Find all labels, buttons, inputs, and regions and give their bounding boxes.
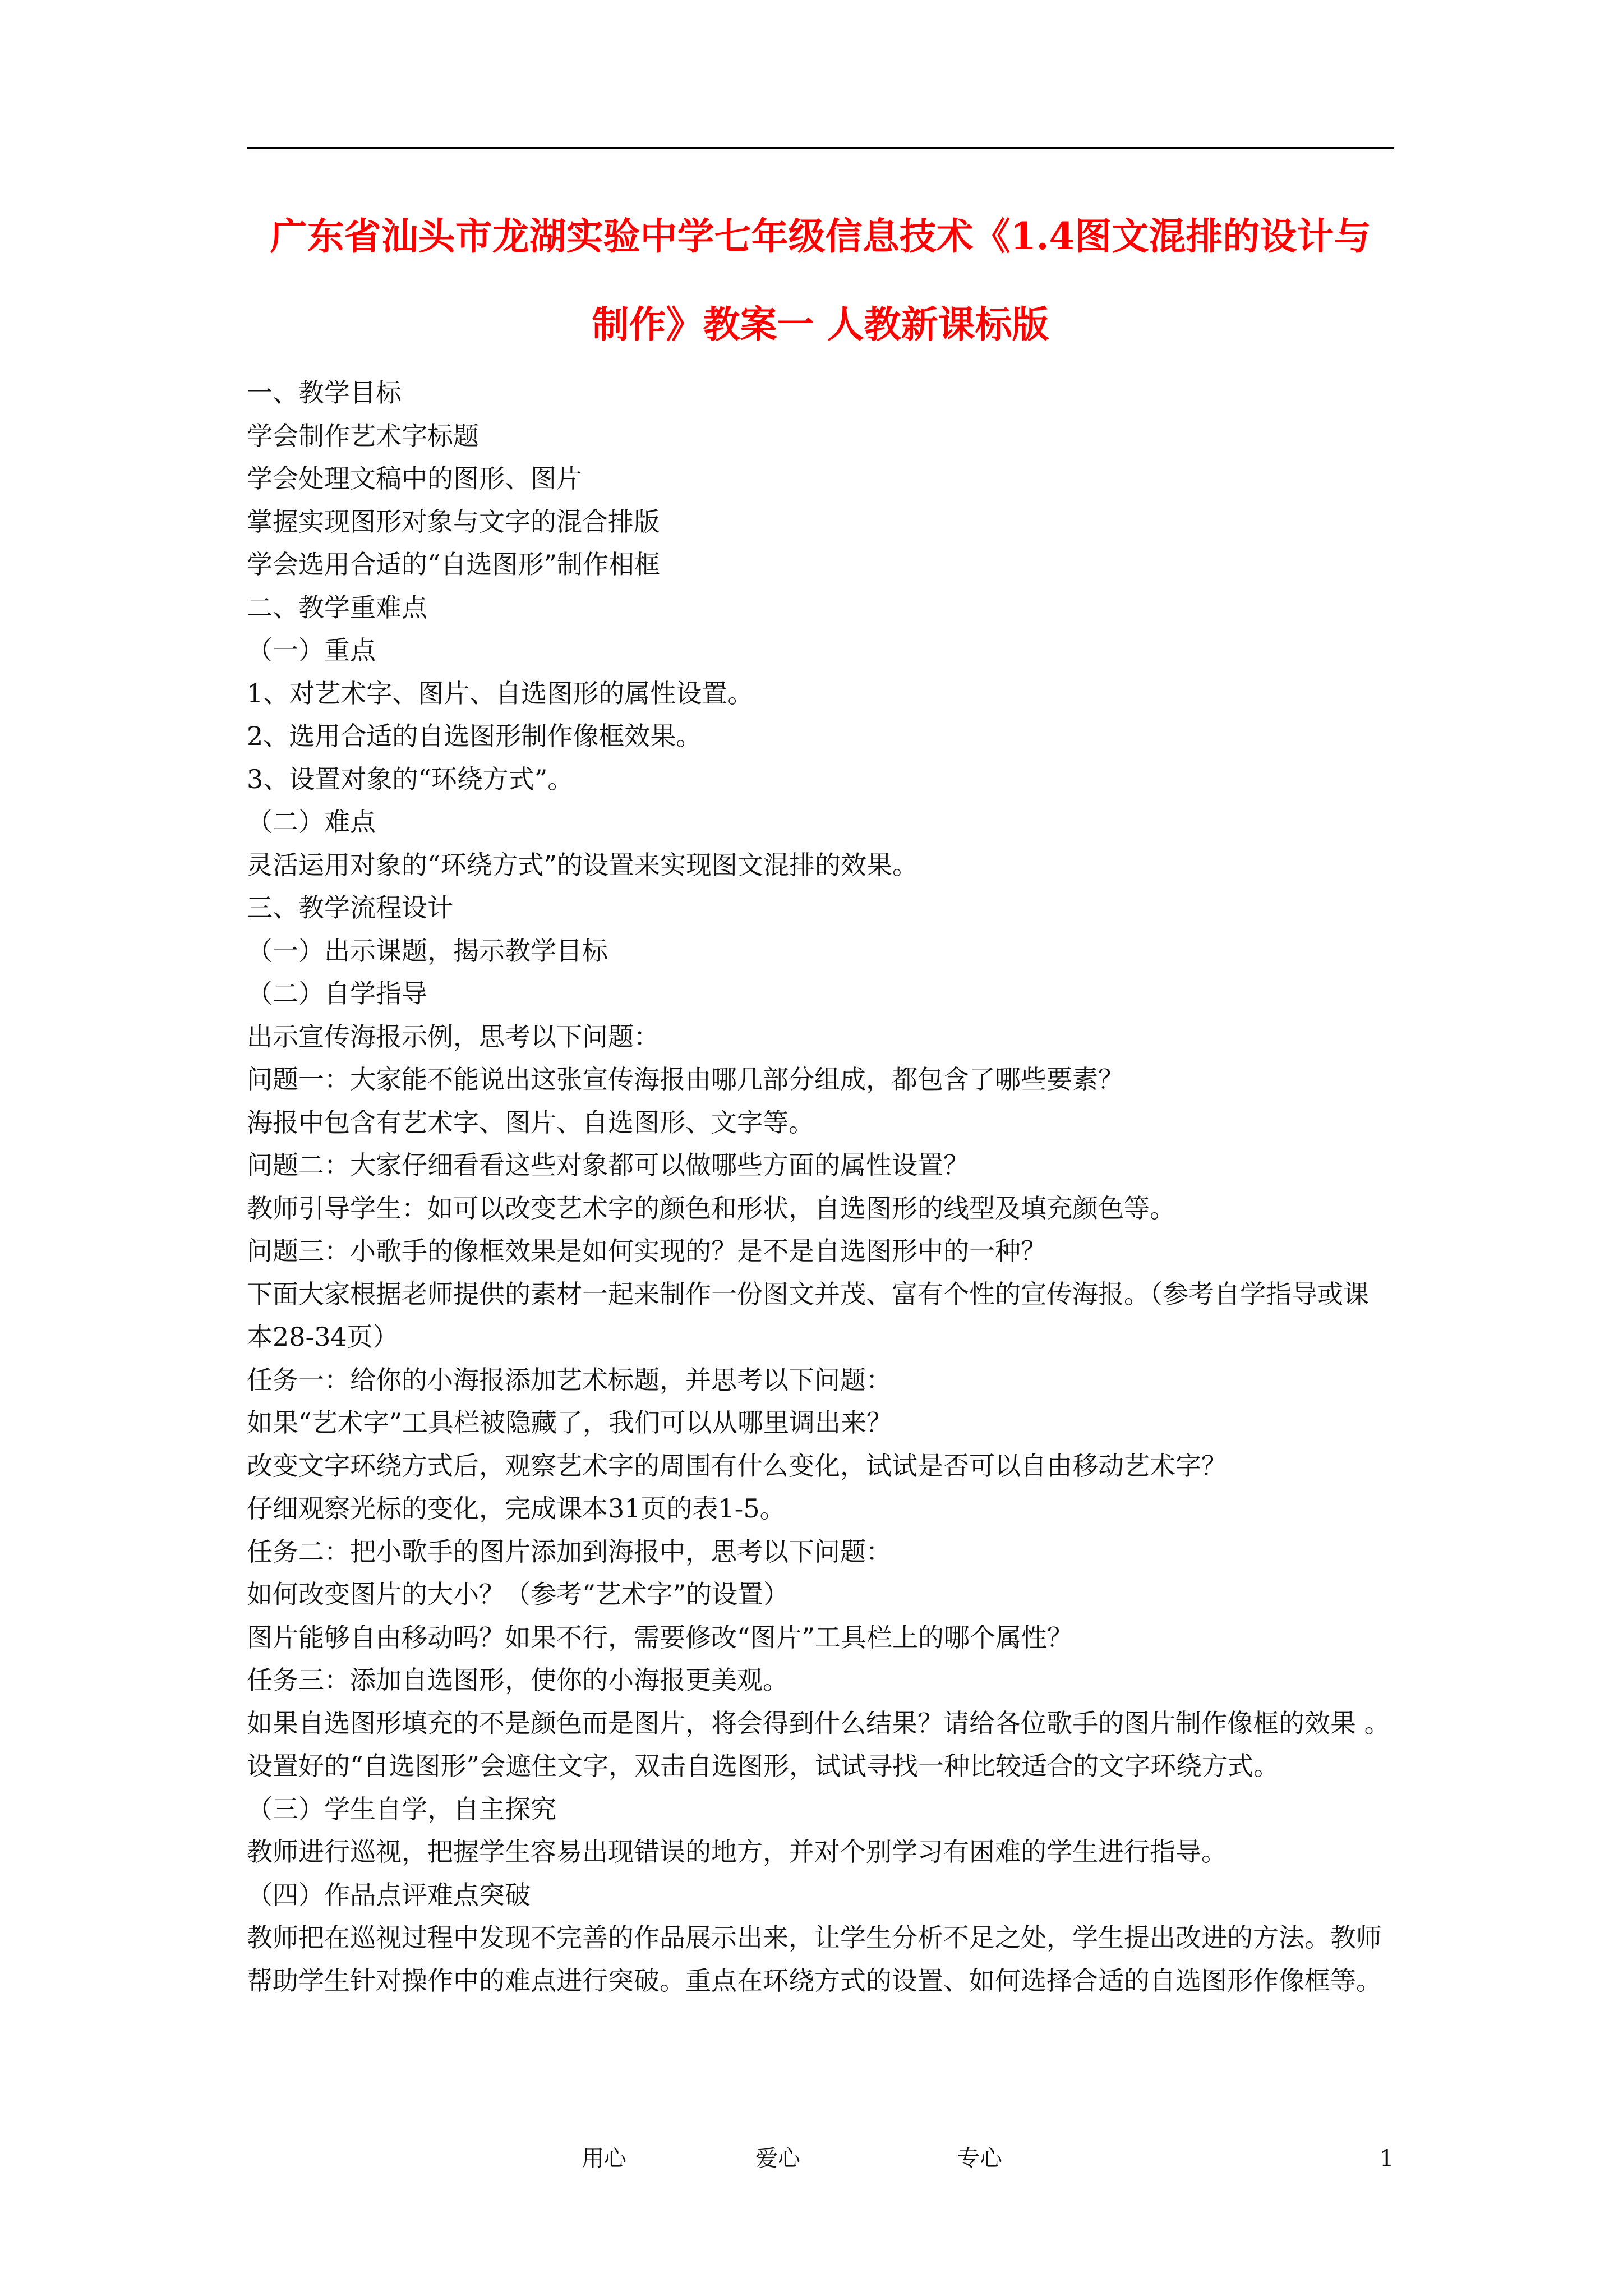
paragraph: 任务一：给你的小海报添加艺术标题，并思考以下问题： [247,1364,892,1395]
document-title-line-1: 广东省汕头市龙湖实验中学七年级信息技术《1.4图文混排的设计与 [270,214,1371,258]
paragraph: 灵活运用对象的“环绕方式”的设置来实现图文混排的效果。 [247,849,919,880]
subsection-heading: （一）重点 [247,635,376,665]
paragraph: 如果自选图形填充的不是颜色而是图片，将会得到什么结果？请给各位歌手的图片制作像框的效果 。 [247,1708,1390,1738]
paragraph: 学会选用合适的“自选图形”制作相框 [247,549,661,579]
paragraph: 海报中包含有艺术字、图片、自选图形、文字等。 [247,1107,814,1138]
footer-motto-3: 专心 [957,2146,1002,2171]
subsection-heading: （四）作品点评难点突破 [247,1879,531,1910]
header-rule [247,147,1394,149]
paragraph: 仔细观察光标的变化，完成课本31页的表1-5。 [247,1493,786,1524]
subsection-heading: （二）自学指导 [247,978,427,1009]
paragraph: 问题一：大家能不能说出这张宣传海报由哪几部分组成，都包含了哪些要素？ [247,1064,1124,1094]
paragraph: 教师把在巡视过程中发现不完善的作品展示出来，让学生分析不足之处，学生提出改进的方法。教师帮助学生针对操作中的难点进行突破。重点在环绕方式的设置、如何选择合适的自选图形作像框等。 [247,1922,1382,1996]
subsection-heading: （一）出示课题，揭示教学目标 [247,935,608,966]
paragraph: 2、选用合适的自选图形制作像框效果。 [247,721,702,751]
section-heading: 一、教学目标 [247,378,402,408]
paragraph: 学会处理文稿中的图形、图片 [247,463,582,494]
paragraph: 任务二：把小歌手的图片添加到海报中，思考以下问题： [247,1536,892,1567]
paragraph: 问题二：大家仔细看看这些对象都可以做哪些方面的属性设置？ [247,1150,969,1180]
footer-motto-1: 用心 [582,2146,626,2171]
paragraph: 任务三：添加自选图形，使你的小海报更美观。 [247,1665,789,1695]
paragraph: 出示宣传海报示例，思考以下问题： [247,1021,660,1052]
paragraph: 问题三：小歌手的像框效果是如何实现的？是不是自选图形中的一种？ [247,1236,1046,1266]
paragraph: 如果“艺术字”工具栏被隐藏了，我们可以从哪里调出来？ [247,1407,893,1438]
footer-motto-2: 爱心 [755,2146,800,2171]
paragraph: 1、对艺术字、图片、自选图形的属性设置。 [247,678,754,708]
paragraph: 如何改变图片的大小？（参考“艺术字”的设置） [247,1579,790,1609]
document-body [247,371,1394,2002]
paragraph: 掌握实现图形对象与文字的混合排版 [247,506,660,537]
paragraph: 设置好的“自选图形”会遮住文字，双击自选图形，试试寻找一种比较适合的文字环绕方式。 [247,1751,1280,1781]
page-number: 1 [1380,2146,1394,2171]
paragraph: 3、设置对象的“环绕方式”。 [247,763,574,794]
paragraph: 下面大家根据老师提供的素材一起来制作一份图文并茂、富有个性的宣传海报。（参考自学指导或课本28-34页） [247,1278,1369,1352]
section-heading: 二、教学重难点 [247,592,427,623]
paragraph: 教师进行巡视，把握学生容易出现错误的地方，并对个别学习有困难的学生进行指导。 [247,1837,1227,1867]
paragraph: 教师引导学生：如可以改变艺术字的颜色和形状，自选图形的线型及填充颜色等。 [247,1193,1175,1223]
document-title-line-2: 制作》教案一 人教新课标版 [592,302,1049,346]
paragraph: 图片能够自由移动吗？如果不行，需要修改“图片”工具栏上的哪个属性？ [247,1622,1073,1653]
paragraph: 学会制作艺术字标题 [247,420,479,451]
section-heading: 三、教学流程设计 [247,892,453,923]
subsection-heading: （三）学生自学，自主探究 [247,1793,556,1824]
subsection-heading: （二）难点 [247,807,376,837]
paragraph: 改变文字环绕方式后，观察艺术字的周围有什么变化，试试是否可以自由移动艺术字？ [247,1450,1227,1481]
